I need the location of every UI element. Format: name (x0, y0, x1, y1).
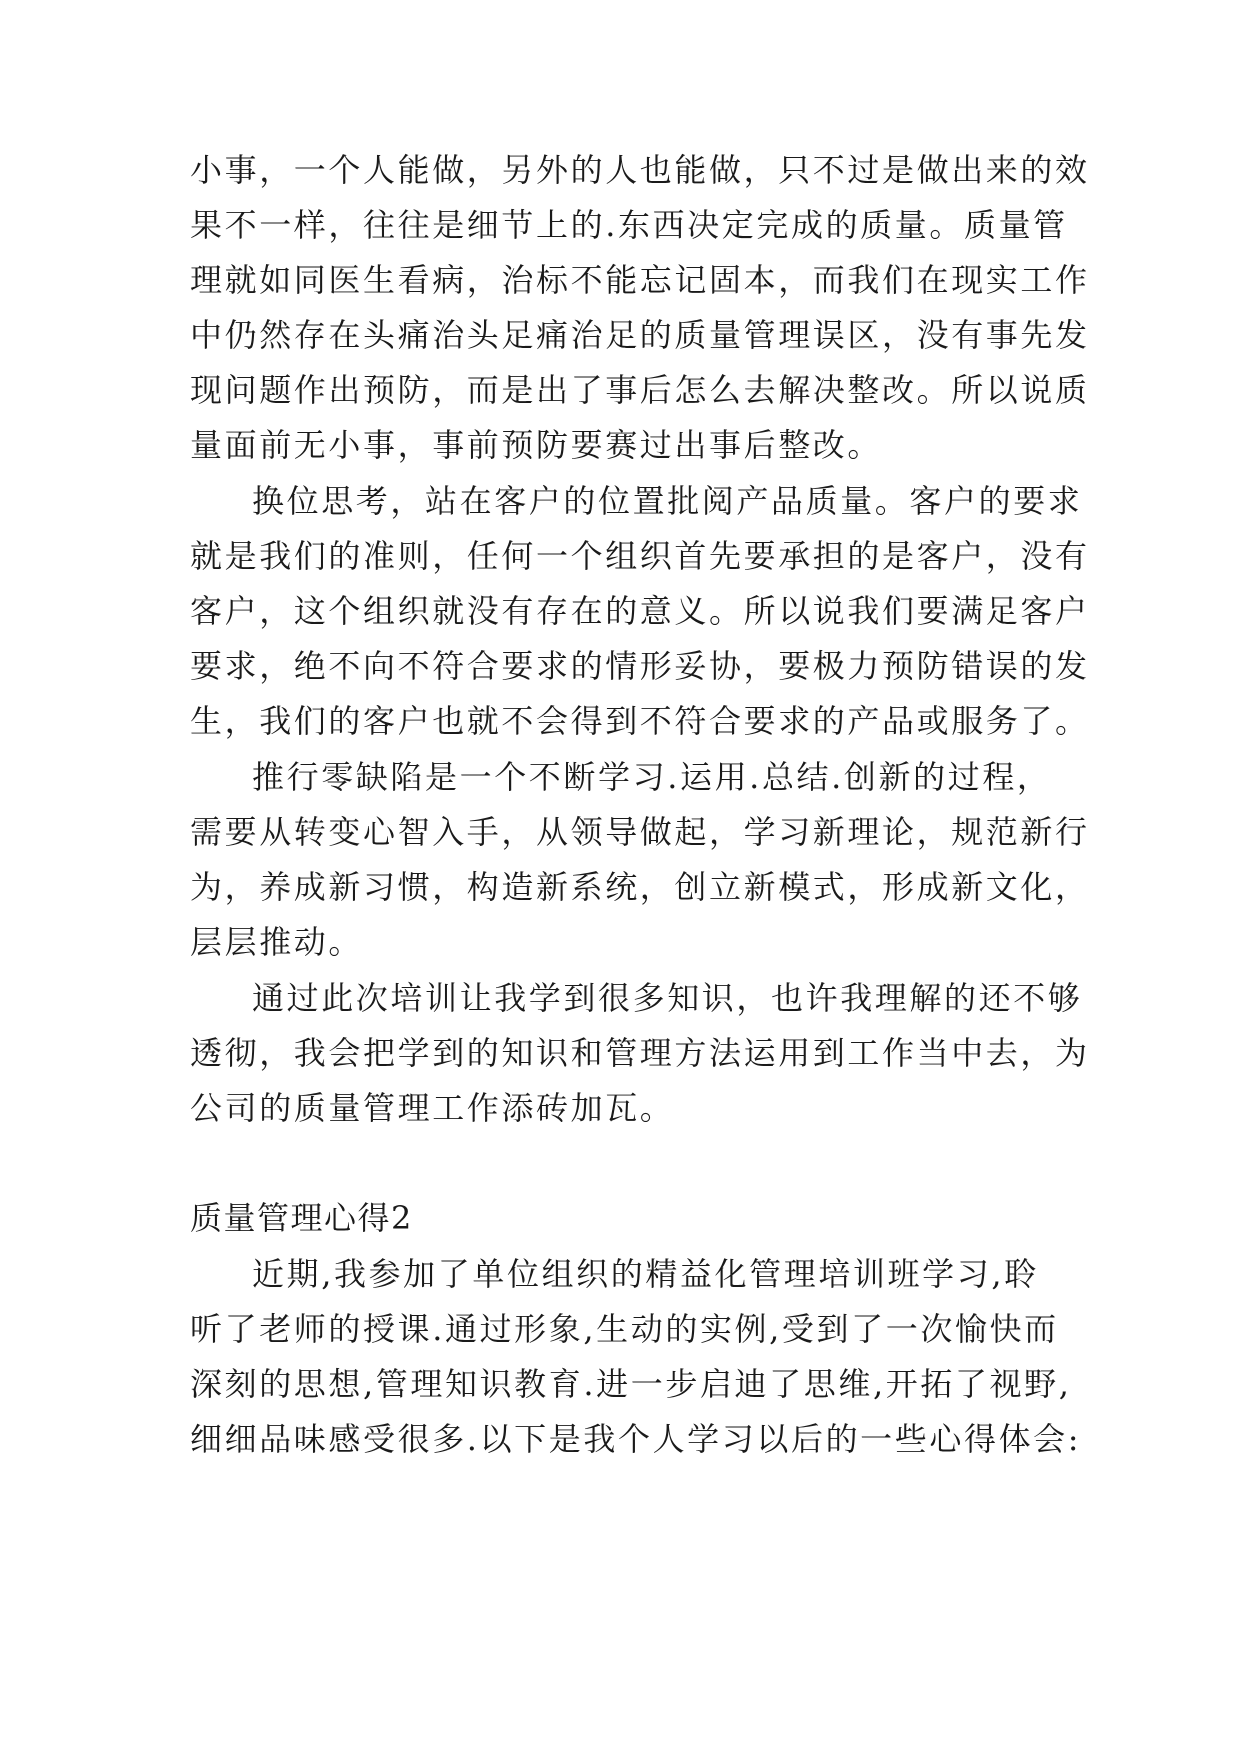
text-line: 需要从转变心智入手，从领导做起，学习新理论，规范新行 (190, 813, 1090, 851)
text-line: 听了老师的授课.通过形象,生动的实例,受到了一次愉快而 (190, 1310, 1059, 1348)
text-line: 客户，这个组织就没有存在的意义。所以说我们要满足客户 (190, 592, 1090, 630)
text-line: 深刻的思想,管理知识教育.进一步启迪了思维,开拓了视野, (190, 1365, 1072, 1403)
paragraph-first-line: 推行零缺陷是一个不断学习.运用.总结.创新的过程， (252, 758, 1052, 796)
text-line: 量面前无小事，事前预防要赛过出事后整改。 (190, 426, 883, 464)
section-heading: 质量管理心得2 (190, 1199, 413, 1237)
text-line: 小事，一个人能做，另外的人也能做，只不过是做出来的效 (190, 151, 1090, 189)
text-line: 果不一样，往往是细节上的.东西决定完成的质量。质量管 (190, 206, 1068, 244)
text-line: 透彻，我会把学到的知识和管理方法运用到工作当中去，为 (190, 1034, 1090, 1072)
text-line: 要求，绝不向不符合要求的情形妥协，要极力预防错误的发 (190, 647, 1090, 685)
paragraph-first-line: 近期,我参加了单位组织的精益化管理培训班学习,聆 (252, 1255, 1039, 1293)
text-line: 就是我们的准则，任何一个组织首先要承担的是客户，没有 (190, 537, 1090, 575)
text-line: 公司的质量管理工作添砖加瓦。 (190, 1089, 675, 1127)
text-line: 现问题作出预防，而是出了事后怎么去解决整改。所以说质 (190, 371, 1090, 409)
text-line: 层层推动。 (190, 923, 364, 961)
text-line: 细细品味感受很多.以下是我个人学习以后的一些心得体会: (190, 1420, 1082, 1458)
text-line: 生，我们的客户也就不会得到不符合要求的产品或服务了。 (190, 702, 1090, 740)
text-line: 为，养成新习惯，构造新系统，创立新模式，形成新文化， (190, 868, 1090, 906)
paragraph-first-line: 换位思考，站在客户的位置批阅产品质量。客户的要求 (252, 482, 1083, 520)
text-line: 理就如同医生看病，治标不能忘记固本，而我们在现实工作 (190, 261, 1090, 299)
text-line: 中仍然存在头痛治头足痛治足的质量管理误区，没有事先发 (190, 316, 1090, 354)
paragraph-first-line: 通过此次培训让我学到很多知识，也许我理解的还不够 (252, 979, 1083, 1017)
